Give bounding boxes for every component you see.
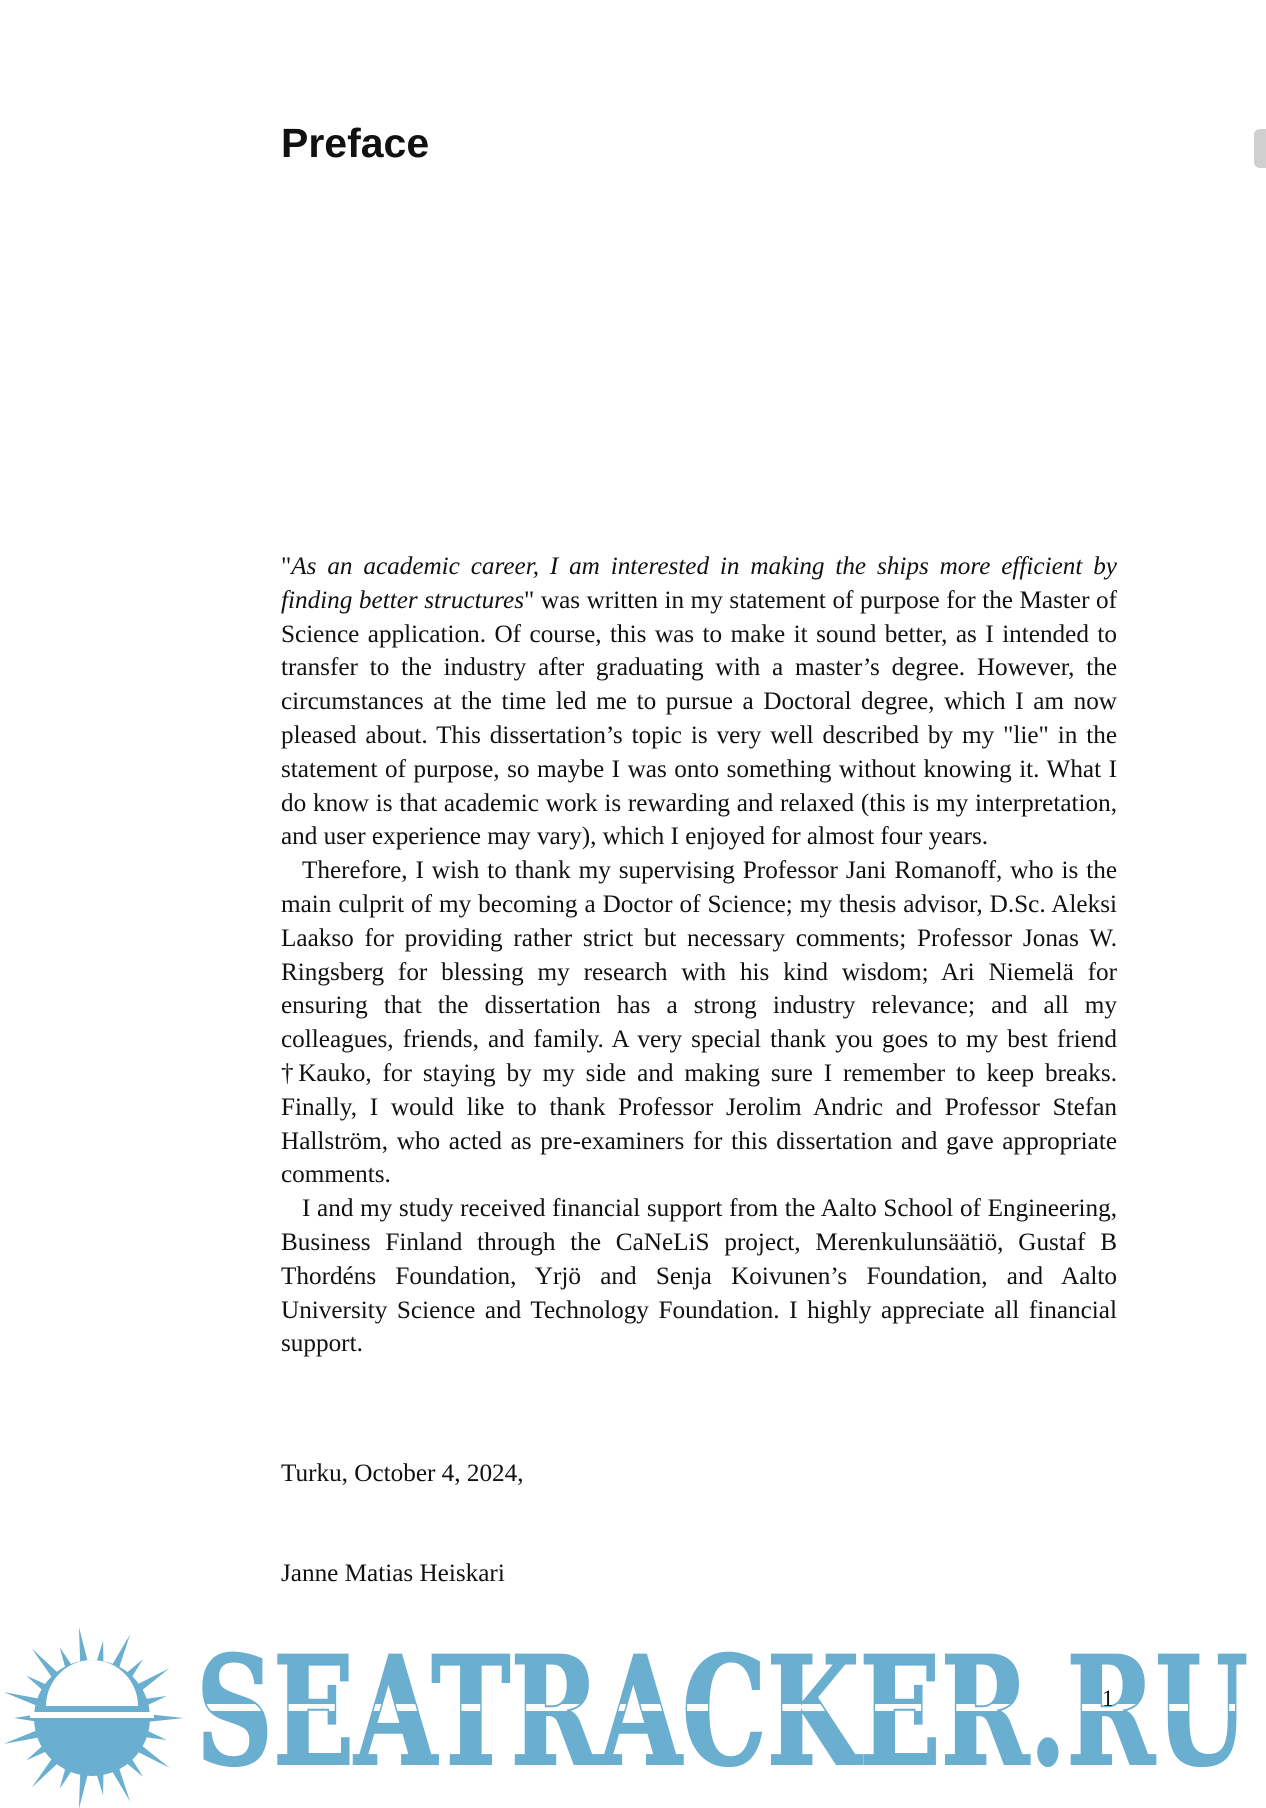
quote-open-mark: ": [281, 553, 292, 580]
sun-logo-icon: [4, 1627, 184, 1808]
watermark-text: SEATRACKER.RU: [196, 1624, 1248, 1800]
page-title: Preface: [281, 120, 430, 166]
paragraph-3: I and my study received financial support from the Aalto School of Engineering, Business Finland through the CaNeLiS project, Merenkulunsäätiö, Gustaf B Thordéns Foundation, Yrjö and Senja Koivunen’s Foundation, and Aalto University Science and Technology Foundation. I highly appreciate all financial support.: [281, 1195, 1117, 1358]
scrollbar-thumb[interactable]: [1254, 129, 1266, 168]
paragraph-1: [281, 550, 1117, 854]
preface-body: [281, 550, 1117, 1361]
place-date: Turku, October 4, 2024,: [281, 1460, 524, 1487]
author-name: Janne Matias Heiskari: [281, 1560, 505, 1587]
quoted-statement: As an academic career, I am interested in making the ships more efficient by finding better structures: [281, 553, 1117, 614]
paragraph-2: Therefore, I wish to thank my supervising Professor Jani Romanoff, who is the main culprit of my becoming a Doctor of Science; my thesis advisor, D.Sc. Aleksi Laakso for providing rather strict but necessary comments; Professor Jonas W. Ringsberg for blessing my research with his kind wisdom; Ari Niemelä for ensuring that the dissertation has a strong industry relevance; and all my colleagues, friends, and family. A very special thank you goes to my best friend †Kauko, for staying by my side and making sure I remember to keep breaks. Finally, I would like to thank Professor Jerolim Andric and Professor Stefan Hallström, who acted as pre-examiners for this dissertation and gave appropriate comments.: [281, 857, 1117, 1189]
quote-close-mark: ": [524, 586, 535, 614]
page-number: 1: [1102, 1686, 1114, 1711]
paragraph-1-text: was written in my statement of purpose for the Master of Science application. Of course, this was to make it sound better, as I intended to transfer to the industry after graduating with a master’s degree. However, the circumstances at the time led me to pursue a Doctoral degree, which I am now pleased about. This dissertation’s topic is very well described by my "lie" in the statement of purpose, so maybe I was onto something without knowing it. What I do know is that academic work is rewarding and relaxed (this is my interpretation, and user experience may vary), which I enjoyed for almost four years.: [281, 586, 1117, 851]
watermark: [0, 1614, 1266, 1808]
